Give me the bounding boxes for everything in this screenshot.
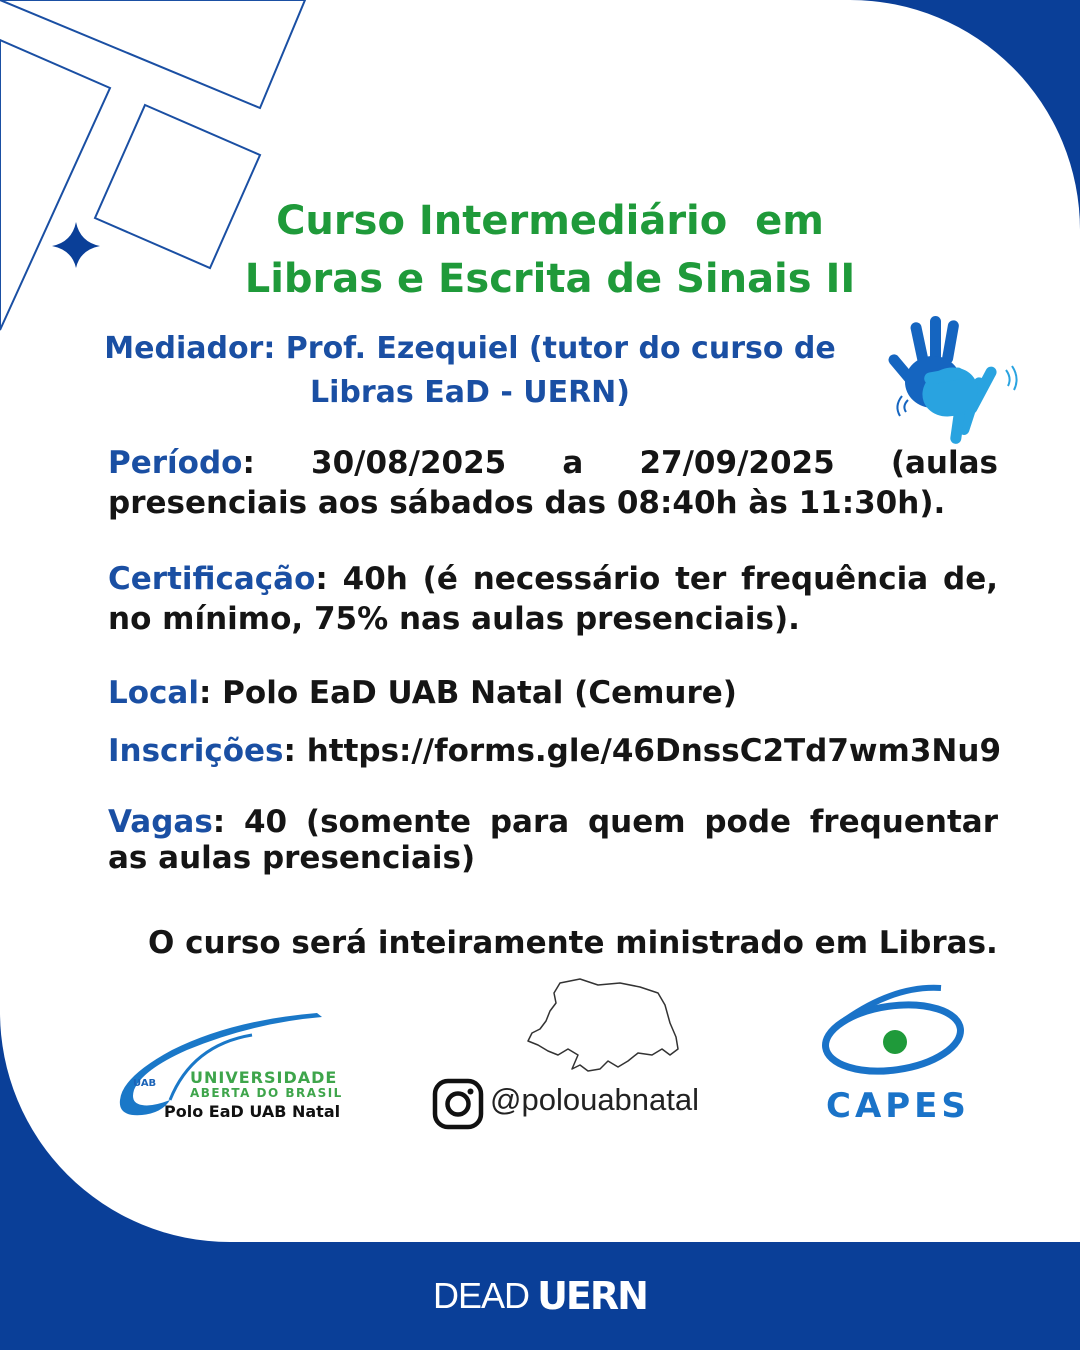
inscricoes-link[interactable]: : https://forms.gle/46DnssC2Td7wm3Nu9 [283,733,1002,769]
uab-line-1: UNIVERSIDADE [190,1068,338,1087]
mediator-line-1: Mediador: Prof. Ezequiel (tutor do curso de [104,331,836,366]
certificacao-text: : 40h (é necessário ter frequência de, no mínimo, 75% nas aulas presenciais). [108,561,998,637]
footer-brand [0,1242,1080,1350]
course-title [0,192,1080,308]
uab-small-label: UAB [133,1078,157,1089]
uab-line-2: ABERTA DO BRASIL [190,1086,343,1100]
instagram-icon[interactable] [432,1078,484,1130]
periodo-text: : 30/08/2025 a 27/09/2025 (aulas presenciais aos sábados das 08:40h às 11:30h). [108,445,998,521]
info-local [108,673,998,713]
vagas-label: Vagas [108,804,213,840]
title-line-2: Libras e Escrita de Sinais II [244,256,856,302]
inscricoes-label: Inscrições [108,733,284,769]
footer-uern: UERN [537,1274,647,1318]
info-inscricoes [108,731,1002,771]
title-line-1: Curso Intermediário em [276,198,824,244]
info-vagas [108,804,998,876]
uab-line-3: Polo EaD UAB Natal [164,1102,341,1121]
certificacao-label: Certificação [108,561,316,597]
mediator-line-2: Libras EaD - UERN) [310,375,630,410]
local-text: : Polo EaD UAB Natal (Cemure) [198,675,737,711]
mediator [60,327,880,415]
capes-logo-mark [815,980,975,1075]
instagram-handle[interactable]: @polouabnatal [490,1082,700,1117]
vagas-text: : 40 (somente para quem pode frequentar as aulas presenciais) [108,804,998,876]
footer-dead: DEAD [433,1275,530,1316]
info-periodo [108,443,998,523]
periodo-label: Período [108,445,243,481]
local-label: Local [108,675,199,711]
info-certificacao [108,559,998,639]
capes-wordmark: CAPES [826,1086,970,1126]
closing-statement: O curso será inteiramente ministrado em Libras. [148,925,998,961]
hand-sign-icon [888,312,1028,452]
rn-map-icon [520,975,685,1075]
